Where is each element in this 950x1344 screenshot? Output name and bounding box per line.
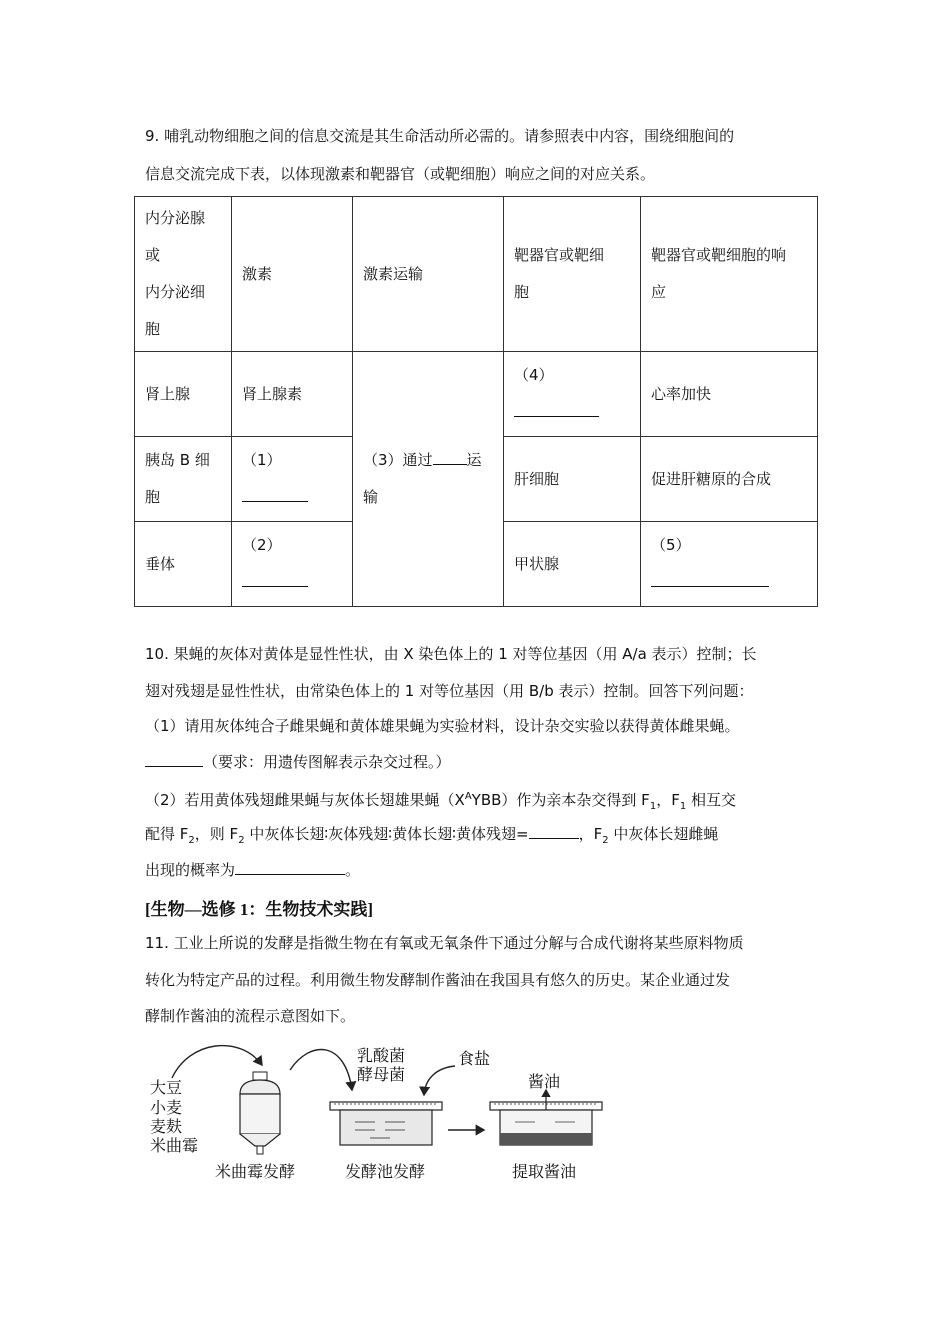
cell-gland: 肾上腺 (135, 352, 232, 437)
cell-gland: 胰岛 B 细 胞 (135, 437, 232, 522)
section-heading: [生物—选修 1：生物技术实践] (145, 900, 374, 919)
cell-transport: （3）通过 运 输 (353, 352, 504, 607)
header-transport: 激素运输 (353, 197, 504, 352)
input-label: 米曲霉 (150, 1136, 199, 1155)
header-response: 靶器官或靶细胞的响 应 (641, 197, 818, 352)
q10-line-5: （2）若用黄体残翅雌果蝇与灰体长翅雄果蝇$(X^AYBB)$作为亲本杂交得到 $F_1$，$F_1$ 相互交 (145, 791, 736, 812)
q11-line-1: 11. 工业上所说的发酵是指微生物在有氧或无氧条件下通过分解与合成代谢将某些原料物质 (145, 934, 744, 952)
cell-gland: 垂体 (135, 522, 232, 607)
input-label: 麦麸 (150, 1117, 183, 1136)
arrow-to-pool (290, 1050, 352, 1090)
cell-response: （5） (641, 522, 818, 607)
extraction-tank-icon (490, 1090, 602, 1145)
cell-target: （4） (504, 352, 641, 437)
input-label: 小麦 (150, 1098, 183, 1117)
stage-label: 米曲霉发酵 (215, 1162, 296, 1181)
fermentation-pool-icon (330, 1102, 442, 1145)
q11-line-3: 酵制作酱油的流程示意图如下。 (145, 1007, 356, 1025)
q10-line-7: 出现的概率为 。 (145, 861, 361, 879)
cell-response: 促进肝糖原的合成 (641, 437, 818, 522)
stage-label: 提取酱油 (512, 1162, 577, 1181)
cell-hormone: （2） (232, 522, 353, 607)
cell-target: 肝细胞 (504, 437, 641, 522)
q10-line-6: 配得 $F_2$，则 $F_2$ 中灰体长翅∶灰体残翅∶黄体长翅∶黄体残翅= ，$F_2$ 中灰体长翅雌蝇 (145, 825, 719, 846)
header-target: 靶器官或靶细 胞 (504, 197, 641, 352)
q10-line-3: （1）请用灰体纯合子雌果蝇和黄体雄果蝇为实验材料，设计杂交实验以获得黄体雌果蝇。 (145, 717, 740, 735)
header-gland: 内分泌腺 或 内分泌细 胞 (135, 197, 232, 352)
microbes-label: 乳酸菌 (357, 1046, 406, 1065)
cell-hormone: 肾上腺素 (232, 352, 353, 437)
q11-line-2: 转化为特定产品的过程。利用微生物发酵制作酱油在我国具有悠久的历史。某企业通过发 (145, 971, 731, 989)
arrow-to-fermenter (172, 1046, 262, 1078)
q10-line-4: （要求：用遗传图解表示杂交过程。） (145, 752, 451, 772)
q9-line-1: 9. 哺乳动物细胞之间的信息交流是其生命活动所必需的。请参照表中内容，围绕细胞间的 (145, 127, 735, 145)
product-label: 酱油 (528, 1072, 561, 1091)
fermenter-vessel-icon (240, 1072, 280, 1154)
cell-hormone: （1） (232, 437, 353, 522)
arrow-salt (424, 1066, 455, 1095)
cell-response: 心率加快 (641, 352, 818, 437)
cell-target: 甲状腺 (504, 522, 641, 607)
q9-line-2: 信息交流完成下表，以体现激素和靶器官（或靶细胞）响应之间的对应关系。 (145, 165, 656, 183)
salt-label: 食盐 (458, 1049, 491, 1068)
input-label: 大豆 (150, 1078, 183, 1097)
stage-label: 发酵池发酵 (345, 1162, 426, 1181)
header-hormone: 激素 (232, 197, 353, 352)
q10-line-2: 翅对残翅是显性性状，由常染色体上的 1 对等位基因（用 B/b 表示）控制。回答下列问题： (145, 682, 754, 700)
microbes-label: 酵母菌 (357, 1065, 406, 1084)
q10-line-1: 10. 果蝇的灰体对黄体是显性性状，由 X 染色体上的 1 对等位基因（用 A/a 表示）控制；长 (145, 645, 757, 663)
